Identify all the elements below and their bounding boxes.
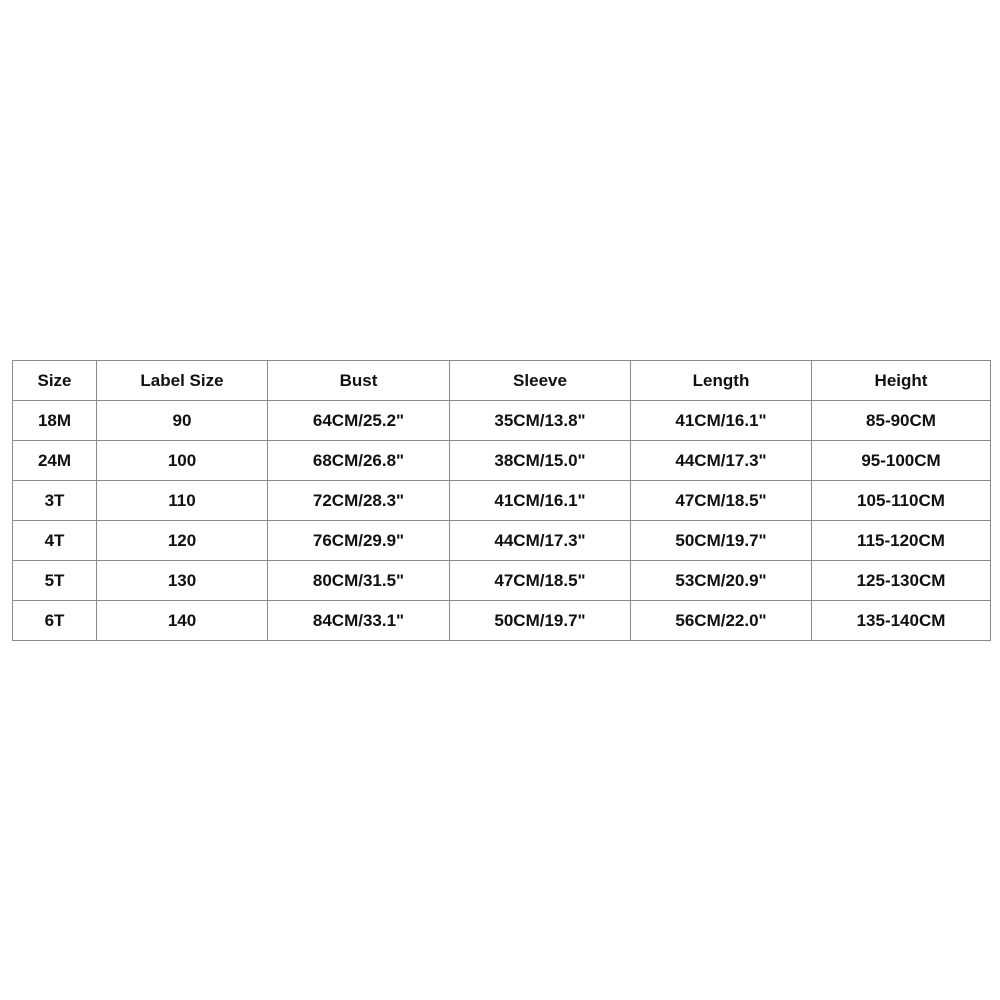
cell-sleeve: 47CM/18.5" — [450, 561, 631, 601]
header-row — [13, 361, 991, 401]
header-sleeve: Sleeve — [450, 361, 631, 401]
cell-length: 47CM/18.5" — [631, 481, 812, 521]
cell-length: 53CM/20.9" — [631, 561, 812, 601]
cell-label-size: 130 — [97, 561, 268, 601]
cell-size: 3T — [13, 481, 97, 521]
cell-sleeve: 44CM/17.3" — [450, 521, 631, 561]
cell-label-size: 110 — [97, 481, 268, 521]
header-size: Size — [13, 361, 97, 401]
cell-height: 115-120CM — [812, 521, 991, 561]
cell-label-size: 120 — [97, 521, 268, 561]
cell-label-size: 90 — [97, 401, 268, 441]
cell-size: 6T — [13, 601, 97, 641]
cell-length: 50CM/19.7" — [631, 521, 812, 561]
cell-bust: 80CM/31.5" — [268, 561, 450, 601]
header-label-size: Label Size — [97, 361, 268, 401]
cell-bust: 84CM/33.1" — [268, 601, 450, 641]
cell-height: 85-90CM — [812, 401, 991, 441]
cell-height: 105-110CM — [812, 481, 991, 521]
table-row — [13, 441, 991, 481]
header-length: Length — [631, 361, 812, 401]
cell-height: 135-140CM — [812, 601, 991, 641]
cell-bust: 72CM/28.3" — [268, 481, 450, 521]
size-chart-body — [13, 401, 991, 641]
table-row — [13, 521, 991, 561]
table-row — [13, 601, 991, 641]
cell-length: 56CM/22.0" — [631, 601, 812, 641]
cell-sleeve: 35CM/13.8" — [450, 401, 631, 441]
cell-size: 4T — [13, 521, 97, 561]
header-bust: Bust — [268, 361, 450, 401]
cell-label-size: 100 — [97, 441, 268, 481]
cell-height: 95-100CM — [812, 441, 991, 481]
cell-sleeve: 38CM/15.0" — [450, 441, 631, 481]
cell-label-size: 140 — [97, 601, 268, 641]
cell-height: 125-130CM — [812, 561, 991, 601]
cell-length: 41CM/16.1" — [631, 401, 812, 441]
size-chart-table — [12, 360, 991, 641]
cell-sleeve: 41CM/16.1" — [450, 481, 631, 521]
cell-bust: 64CM/25.2" — [268, 401, 450, 441]
header-height: Height — [812, 361, 991, 401]
cell-length: 44CM/17.3" — [631, 441, 812, 481]
size-chart-header — [13, 361, 991, 401]
cell-size: 18M — [13, 401, 97, 441]
cell-bust: 76CM/29.9" — [268, 521, 450, 561]
cell-sleeve: 50CM/19.7" — [450, 601, 631, 641]
cell-size: 5T — [13, 561, 97, 601]
cell-bust: 68CM/26.8" — [268, 441, 450, 481]
table-row — [13, 401, 991, 441]
table-row — [13, 561, 991, 601]
table-row — [13, 481, 991, 521]
cell-size: 24M — [13, 441, 97, 481]
